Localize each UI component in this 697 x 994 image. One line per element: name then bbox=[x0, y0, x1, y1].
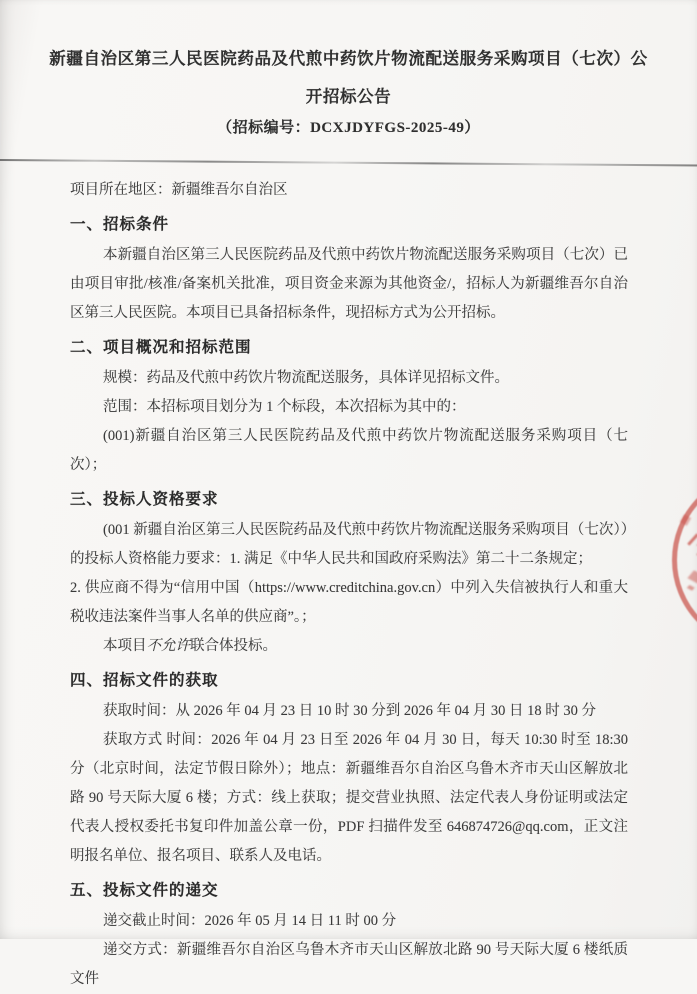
stamp-glyph-mark bbox=[687, 570, 697, 583]
no-consortium-italic: 不允许 bbox=[146, 638, 190, 654]
document-body bbox=[70, 176, 628, 994]
section-2-heading: 二、项目概况和招标范围 bbox=[70, 339, 252, 356]
paragraph-scale: 规模：药品及代煎中药饮片物流配送服务，具体详见招标文件。 bbox=[103, 370, 509, 386]
stamp-glyph-mark bbox=[687, 533, 697, 545]
paragraph-scope: 范围：本招标项目划分为 1 个标段，本次招标为其中的： bbox=[103, 399, 466, 415]
red-seal-stamp bbox=[672, 471, 697, 649]
project-location-line: 项目所在地区：新疆维吾尔自治区 bbox=[70, 182, 288, 198]
no-consortium-prefix: 本项目 bbox=[103, 638, 147, 654]
paragraph-qualification-1: (001 新疆自治区第三人民医院药品及代煎中药饮片物流配送服务采购项目（七次））的投标人资格能力要求：1. 满足《中华人民共和国政府采购法》第二十二条规定； bbox=[70, 522, 628, 567]
section-4-heading: 四、招标文件的获取 bbox=[70, 672, 219, 689]
stamp-glyph-mark bbox=[680, 514, 691, 526]
paragraph-no-consortium bbox=[70, 632, 628, 661]
section-1-heading: 一、招标条件 bbox=[70, 216, 170, 233]
paragraph-qualification-2: 2. 供应商不得为“信用中国（https://www.creditchina.gov.cn）中列入失信被执行人和重大税收违法案件当事人名单的供应商”。； bbox=[70, 580, 628, 625]
paragraph-obtain-time: 获取时间：从 2026 年 04 月 23 日 10 时 30 分到 2026 年 04 月 30 日 18 时 30 分 bbox=[103, 703, 596, 719]
paragraph-lot-001: (001)新疆自治区第三人民医院药品及代煎中药饮片物流配送服务采购项目（七次）； bbox=[70, 428, 628, 473]
tender-number: （招标编号：DCXJDYFGS-2025-49） bbox=[217, 120, 480, 136]
scan-artifact-line bbox=[0, 159, 697, 167]
section-3-heading: 三、投标人资格要求 bbox=[70, 491, 219, 508]
paragraph-obtain-method: 获取方式 时间：2026 年 04 月 23 日至 2026 年 04 月 30 日，每天 10:30 时至 18:30 分（北京时间，法定节假日除外）；地点：新疆维吾尔自治区乌鲁木齐市天山区解放北路 90 号天际大厦 6 楼；方式：线上获取；提交营业执照、法定代表人身份证明或法定代表人授权委托书复印件加盖公章一份，PDF 扫描件发至 646874726@qq.com，正文注明报名单位、报名项目、联系人及电话。 bbox=[70, 732, 628, 864]
section-5-heading: 五、投标文件的递交 bbox=[70, 882, 219, 899]
paragraph-submission-method: 递交方式：新疆维吾尔自治区乌鲁木齐市天山区解放北路 90 号天际大厦 6 楼纸质文件 bbox=[70, 942, 628, 987]
document-title: 新疆自治区第三人民医院药品及代煎中药饮片物流配送服务采购项目（七次）公开招标公告 bbox=[49, 49, 648, 106]
paragraph-submission-deadline: 递交截止时间：2026 年 05 月 14 日 11 时 00 分 bbox=[103, 913, 397, 929]
paragraph-bid-conditions: 本新疆自治区第三人民医院药品及代煎中药饮片物流配送服务采购项目（七次）已由项目审批/核准/备案机关批准，项目资金来源为其他资金/，招标人为新疆维吾尔自治区第三人民医院。本项目已具备招标条件，现招标方式为公开招标。 bbox=[70, 247, 628, 321]
no-consortium-suffix: 联合体投标。 bbox=[190, 638, 277, 654]
